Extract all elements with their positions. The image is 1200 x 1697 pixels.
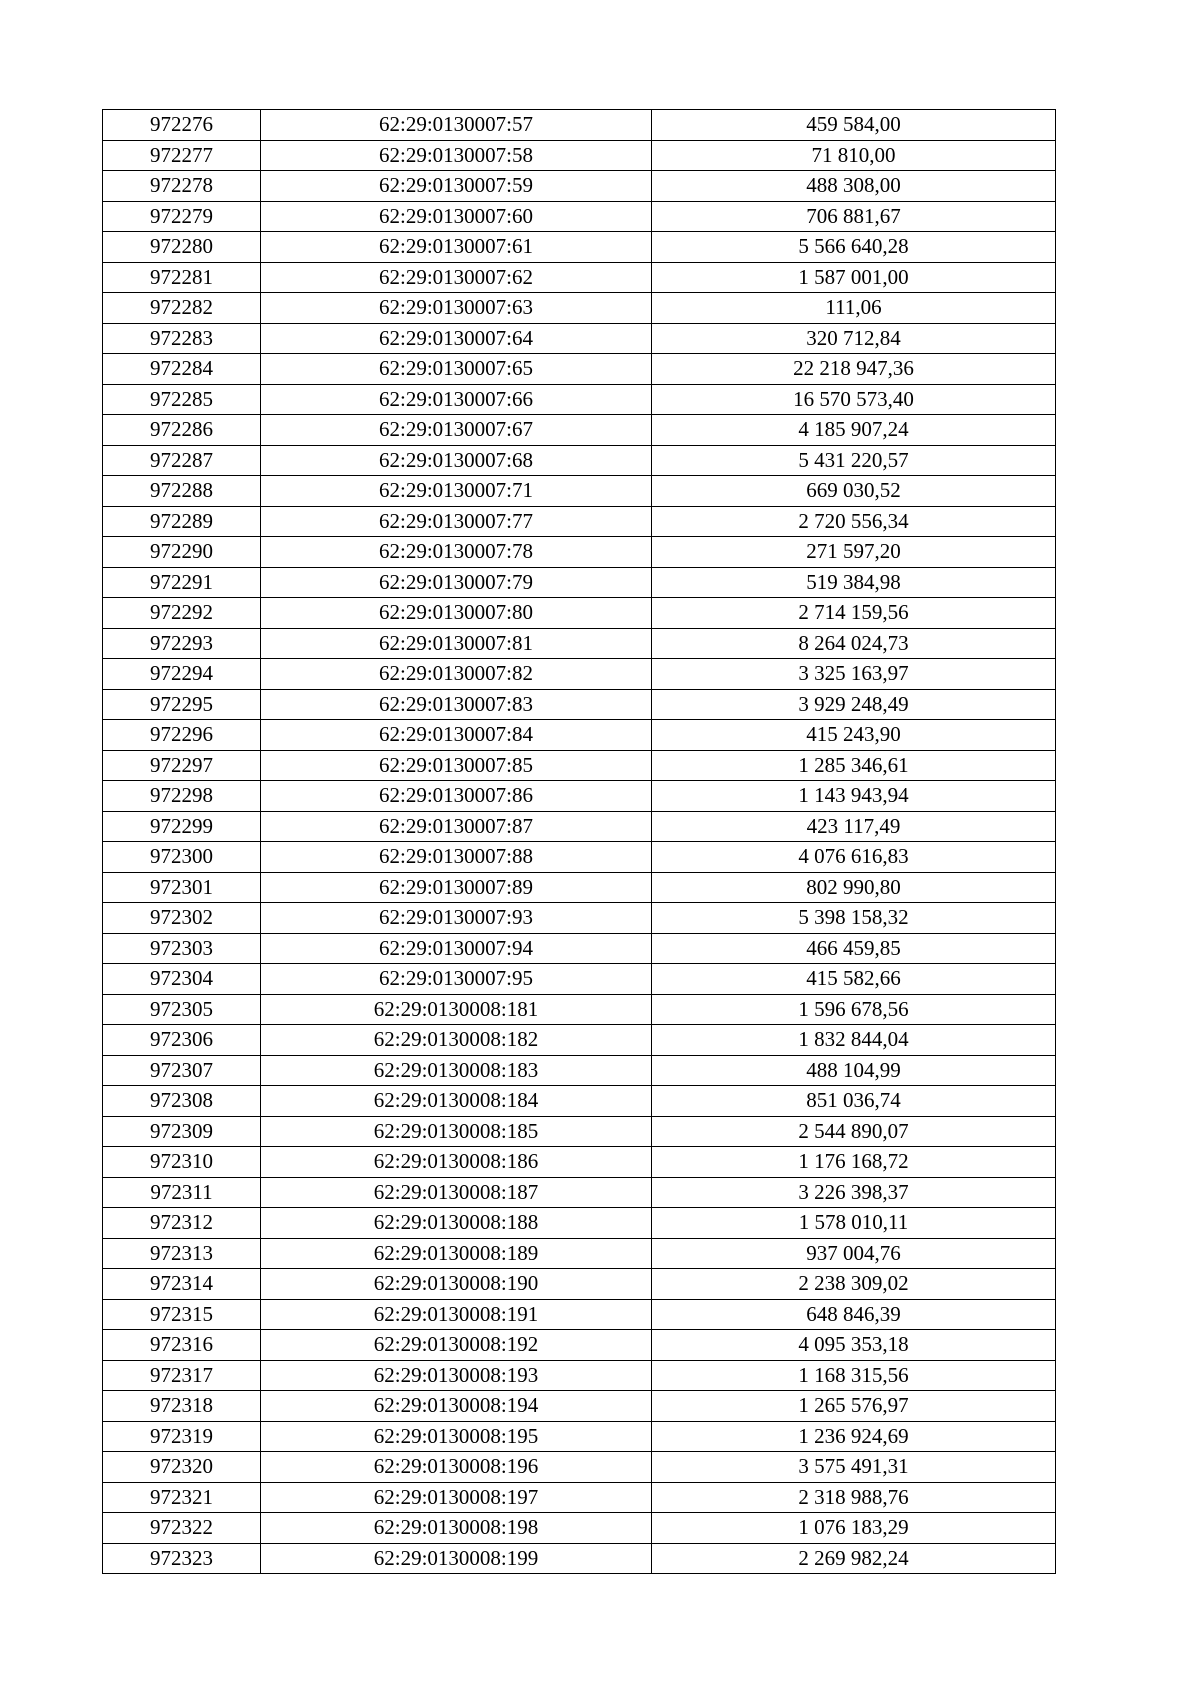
table-body bbox=[103, 110, 1056, 1574]
cell-record-number: 972286 bbox=[103, 415, 261, 446]
cell-cadastral-number: 62:29:0130007:77 bbox=[261, 506, 652, 537]
cell-cadastral-number: 62:29:0130007:86 bbox=[261, 781, 652, 812]
cell-value: 22 218 947,36 bbox=[652, 354, 1056, 385]
cell-cadastral-number: 62:29:0130007:71 bbox=[261, 476, 652, 507]
cell-record-number: 972281 bbox=[103, 262, 261, 293]
cell-cadastral-number: 62:29:0130007:87 bbox=[261, 811, 652, 842]
cell-cadastral-number: 62:29:0130007:95 bbox=[261, 964, 652, 995]
cell-cadastral-number: 62:29:0130008:189 bbox=[261, 1238, 652, 1269]
cell-value: 1 265 576,97 bbox=[652, 1391, 1056, 1422]
cell-value: 2 714 159,56 bbox=[652, 598, 1056, 629]
cell-value: 519 384,98 bbox=[652, 567, 1056, 598]
cell-cadastral-number: 62:29:0130007:62 bbox=[261, 262, 652, 293]
cell-record-number: 972300 bbox=[103, 842, 261, 873]
cell-value: 459 584,00 bbox=[652, 110, 1056, 141]
table-row bbox=[103, 659, 1056, 690]
cell-value: 1 285 346,61 bbox=[652, 750, 1056, 781]
table-row bbox=[103, 293, 1056, 324]
table-row bbox=[103, 110, 1056, 141]
cell-value: 466 459,85 bbox=[652, 933, 1056, 964]
cell-cadastral-number: 62:29:0130007:83 bbox=[261, 689, 652, 720]
cell-cadastral-number: 62:29:0130008:185 bbox=[261, 1116, 652, 1147]
cell-value: 669 030,52 bbox=[652, 476, 1056, 507]
cell-record-number: 972320 bbox=[103, 1452, 261, 1483]
cell-record-number: 972284 bbox=[103, 354, 261, 385]
cell-record-number: 972304 bbox=[103, 964, 261, 995]
cell-record-number: 972310 bbox=[103, 1147, 261, 1178]
cell-record-number: 972317 bbox=[103, 1360, 261, 1391]
cell-value: 4 185 907,24 bbox=[652, 415, 1056, 446]
cell-value: 3 575 491,31 bbox=[652, 1452, 1056, 1483]
table-row bbox=[103, 1513, 1056, 1544]
cell-record-number: 972323 bbox=[103, 1543, 261, 1574]
cell-record-number: 972279 bbox=[103, 201, 261, 232]
cell-record-number: 972290 bbox=[103, 537, 261, 568]
cell-cadastral-number: 62:29:0130008:192 bbox=[261, 1330, 652, 1361]
cell-cadastral-number: 62:29:0130007:58 bbox=[261, 140, 652, 171]
cell-record-number: 972301 bbox=[103, 872, 261, 903]
table-row bbox=[103, 903, 1056, 934]
cell-cadastral-number: 62:29:0130008:193 bbox=[261, 1360, 652, 1391]
cell-cadastral-number: 62:29:0130007:82 bbox=[261, 659, 652, 690]
cell-cadastral-number: 62:29:0130007:57 bbox=[261, 110, 652, 141]
cell-cadastral-number: 62:29:0130008:199 bbox=[261, 1543, 652, 1574]
cell-cadastral-number: 62:29:0130007:80 bbox=[261, 598, 652, 629]
cell-value: 4 076 616,83 bbox=[652, 842, 1056, 873]
cell-record-number: 972312 bbox=[103, 1208, 261, 1239]
table-row bbox=[103, 1086, 1056, 1117]
table-row bbox=[103, 476, 1056, 507]
cell-record-number: 972297 bbox=[103, 750, 261, 781]
cell-value: 1 578 010,11 bbox=[652, 1208, 1056, 1239]
cell-value: 5 398 158,32 bbox=[652, 903, 1056, 934]
cell-value: 1 168 315,56 bbox=[652, 1360, 1056, 1391]
cell-value: 802 990,80 bbox=[652, 872, 1056, 903]
table-row bbox=[103, 964, 1056, 995]
cell-cadastral-number: 62:29:0130007:64 bbox=[261, 323, 652, 354]
cell-record-number: 972277 bbox=[103, 140, 261, 171]
table-row bbox=[103, 689, 1056, 720]
cell-cadastral-number: 62:29:0130008:191 bbox=[261, 1299, 652, 1330]
table-row bbox=[103, 537, 1056, 568]
cell-cadastral-number: 62:29:0130008:186 bbox=[261, 1147, 652, 1178]
cell-value: 488 308,00 bbox=[652, 171, 1056, 202]
cell-record-number: 972291 bbox=[103, 567, 261, 598]
cell-value: 2 238 309,02 bbox=[652, 1269, 1056, 1300]
cell-record-number: 972318 bbox=[103, 1391, 261, 1422]
cell-record-number: 972322 bbox=[103, 1513, 261, 1544]
table-row bbox=[103, 506, 1056, 537]
cell-cadastral-number: 62:29:0130007:63 bbox=[261, 293, 652, 324]
cell-record-number: 972285 bbox=[103, 384, 261, 415]
cell-value: 2 544 890,07 bbox=[652, 1116, 1056, 1147]
cell-value: 1 832 844,04 bbox=[652, 1025, 1056, 1056]
cell-cadastral-number: 62:29:0130007:85 bbox=[261, 750, 652, 781]
cell-cadastral-number: 62:29:0130007:66 bbox=[261, 384, 652, 415]
table-row bbox=[103, 1330, 1056, 1361]
cell-value: 3 929 248,49 bbox=[652, 689, 1056, 720]
table-row bbox=[103, 262, 1056, 293]
table-row bbox=[103, 232, 1056, 263]
cell-record-number: 972321 bbox=[103, 1482, 261, 1513]
table-row bbox=[103, 1452, 1056, 1483]
table-row bbox=[103, 1238, 1056, 1269]
cell-value: 488 104,99 bbox=[652, 1055, 1056, 1086]
cell-value: 415 243,90 bbox=[652, 720, 1056, 751]
cell-cadastral-number: 62:29:0130008:184 bbox=[261, 1086, 652, 1117]
cell-record-number: 972309 bbox=[103, 1116, 261, 1147]
table-row bbox=[103, 872, 1056, 903]
cell-cadastral-number: 62:29:0130008:197 bbox=[261, 1482, 652, 1513]
cell-value: 1 076 183,29 bbox=[652, 1513, 1056, 1544]
cell-cadastral-number: 62:29:0130008:183 bbox=[261, 1055, 652, 1086]
cell-cadastral-number: 62:29:0130008:182 bbox=[261, 1025, 652, 1056]
cell-record-number: 972311 bbox=[103, 1177, 261, 1208]
table-row bbox=[103, 567, 1056, 598]
cell-value: 1 143 943,94 bbox=[652, 781, 1056, 812]
cell-cadastral-number: 62:29:0130008:195 bbox=[261, 1421, 652, 1452]
cell-value: 5 566 640,28 bbox=[652, 232, 1056, 263]
cell-cadastral-number: 62:29:0130008:187 bbox=[261, 1177, 652, 1208]
cell-record-number: 972299 bbox=[103, 811, 261, 842]
cell-record-number: 972292 bbox=[103, 598, 261, 629]
table-row bbox=[103, 1299, 1056, 1330]
cell-value: 3 226 398,37 bbox=[652, 1177, 1056, 1208]
cell-cadastral-number: 62:29:0130008:188 bbox=[261, 1208, 652, 1239]
cell-value: 1 596 678,56 bbox=[652, 994, 1056, 1025]
cell-record-number: 972294 bbox=[103, 659, 261, 690]
table-row bbox=[103, 1208, 1056, 1239]
cell-record-number: 972287 bbox=[103, 445, 261, 476]
cell-record-number: 972308 bbox=[103, 1086, 261, 1117]
cell-record-number: 972315 bbox=[103, 1299, 261, 1330]
cell-value: 648 846,39 bbox=[652, 1299, 1056, 1330]
cell-record-number: 972319 bbox=[103, 1421, 261, 1452]
table-row bbox=[103, 1177, 1056, 1208]
cell-value: 8 264 024,73 bbox=[652, 628, 1056, 659]
cell-value: 71 810,00 bbox=[652, 140, 1056, 171]
cell-value: 1 236 924,69 bbox=[652, 1421, 1056, 1452]
cell-cadastral-number: 62:29:0130008:181 bbox=[261, 994, 652, 1025]
cell-value: 423 117,49 bbox=[652, 811, 1056, 842]
table-row bbox=[103, 1147, 1056, 1178]
table-row bbox=[103, 994, 1056, 1025]
table-row bbox=[103, 1421, 1056, 1452]
table-row bbox=[103, 445, 1056, 476]
table-row bbox=[103, 171, 1056, 202]
cell-record-number: 972289 bbox=[103, 506, 261, 537]
cell-record-number: 972314 bbox=[103, 1269, 261, 1300]
cell-value: 320 712,84 bbox=[652, 323, 1056, 354]
cell-value: 3 325 163,97 bbox=[652, 659, 1056, 690]
data-table bbox=[102, 109, 1056, 1574]
cell-cadastral-number: 62:29:0130007:88 bbox=[261, 842, 652, 873]
table-row bbox=[103, 323, 1056, 354]
table-row bbox=[103, 1391, 1056, 1422]
table-row bbox=[103, 1360, 1056, 1391]
table-row bbox=[103, 1025, 1056, 1056]
table-row bbox=[103, 781, 1056, 812]
table-row bbox=[103, 750, 1056, 781]
cell-record-number: 972295 bbox=[103, 689, 261, 720]
cell-value: 851 036,74 bbox=[652, 1086, 1056, 1117]
table-row bbox=[103, 1055, 1056, 1086]
table-row bbox=[103, 1482, 1056, 1513]
table-row bbox=[103, 1116, 1056, 1147]
cell-record-number: 972303 bbox=[103, 933, 261, 964]
table-row bbox=[103, 201, 1056, 232]
table-row bbox=[103, 1269, 1056, 1300]
cell-cadastral-number: 62:29:0130008:190 bbox=[261, 1269, 652, 1300]
cell-record-number: 972316 bbox=[103, 1330, 261, 1361]
cell-cadastral-number: 62:29:0130007:94 bbox=[261, 933, 652, 964]
cell-record-number: 972282 bbox=[103, 293, 261, 324]
cell-value: 2 269 982,24 bbox=[652, 1543, 1056, 1574]
cell-record-number: 972293 bbox=[103, 628, 261, 659]
cell-cadastral-number: 62:29:0130007:65 bbox=[261, 354, 652, 385]
cell-value: 2 318 988,76 bbox=[652, 1482, 1056, 1513]
cell-record-number: 972313 bbox=[103, 1238, 261, 1269]
cell-cadastral-number: 62:29:0130008:194 bbox=[261, 1391, 652, 1422]
table-row bbox=[103, 842, 1056, 873]
cell-cadastral-number: 62:29:0130007:81 bbox=[261, 628, 652, 659]
table-row bbox=[103, 384, 1056, 415]
table-row bbox=[103, 628, 1056, 659]
table-row bbox=[103, 720, 1056, 751]
cell-cadastral-number: 62:29:0130007:78 bbox=[261, 537, 652, 568]
table-row bbox=[103, 598, 1056, 629]
cell-record-number: 972307 bbox=[103, 1055, 261, 1086]
cell-value: 1 176 168,72 bbox=[652, 1147, 1056, 1178]
table-row bbox=[103, 933, 1056, 964]
cell-value: 5 431 220,57 bbox=[652, 445, 1056, 476]
cell-value: 706 881,67 bbox=[652, 201, 1056, 232]
cell-cadastral-number: 62:29:0130008:196 bbox=[261, 1452, 652, 1483]
cell-cadastral-number: 62:29:0130007:93 bbox=[261, 903, 652, 934]
cell-value: 1 587 001,00 bbox=[652, 262, 1056, 293]
cell-cadastral-number: 62:29:0130007:68 bbox=[261, 445, 652, 476]
cell-cadastral-number: 62:29:0130008:198 bbox=[261, 1513, 652, 1544]
table-row bbox=[103, 354, 1056, 385]
cell-record-number: 972298 bbox=[103, 781, 261, 812]
cell-value: 937 004,76 bbox=[652, 1238, 1056, 1269]
table-row bbox=[103, 811, 1056, 842]
cell-value: 271 597,20 bbox=[652, 537, 1056, 568]
table-row bbox=[103, 1543, 1056, 1574]
cell-cadastral-number: 62:29:0130007:84 bbox=[261, 720, 652, 751]
cell-record-number: 972288 bbox=[103, 476, 261, 507]
cell-cadastral-number: 62:29:0130007:60 bbox=[261, 201, 652, 232]
cell-record-number: 972305 bbox=[103, 994, 261, 1025]
cell-cadastral-number: 62:29:0130007:89 bbox=[261, 872, 652, 903]
cell-record-number: 972276 bbox=[103, 110, 261, 141]
cell-cadastral-number: 62:29:0130007:79 bbox=[261, 567, 652, 598]
cell-value: 111,06 bbox=[652, 293, 1056, 324]
cell-record-number: 972280 bbox=[103, 232, 261, 263]
cell-value: 16 570 573,40 bbox=[652, 384, 1056, 415]
cell-cadastral-number: 62:29:0130007:59 bbox=[261, 171, 652, 202]
cell-record-number: 972278 bbox=[103, 171, 261, 202]
cell-record-number: 972283 bbox=[103, 323, 261, 354]
cell-record-number: 972302 bbox=[103, 903, 261, 934]
cell-value: 415 582,66 bbox=[652, 964, 1056, 995]
cell-value: 4 095 353,18 bbox=[652, 1330, 1056, 1361]
cell-cadastral-number: 62:29:0130007:67 bbox=[261, 415, 652, 446]
cell-cadastral-number: 62:29:0130007:61 bbox=[261, 232, 652, 263]
table-row bbox=[103, 140, 1056, 171]
cell-record-number: 972296 bbox=[103, 720, 261, 751]
cell-value: 2 720 556,34 bbox=[652, 506, 1056, 537]
table-row bbox=[103, 415, 1056, 446]
cell-record-number: 972306 bbox=[103, 1025, 261, 1056]
